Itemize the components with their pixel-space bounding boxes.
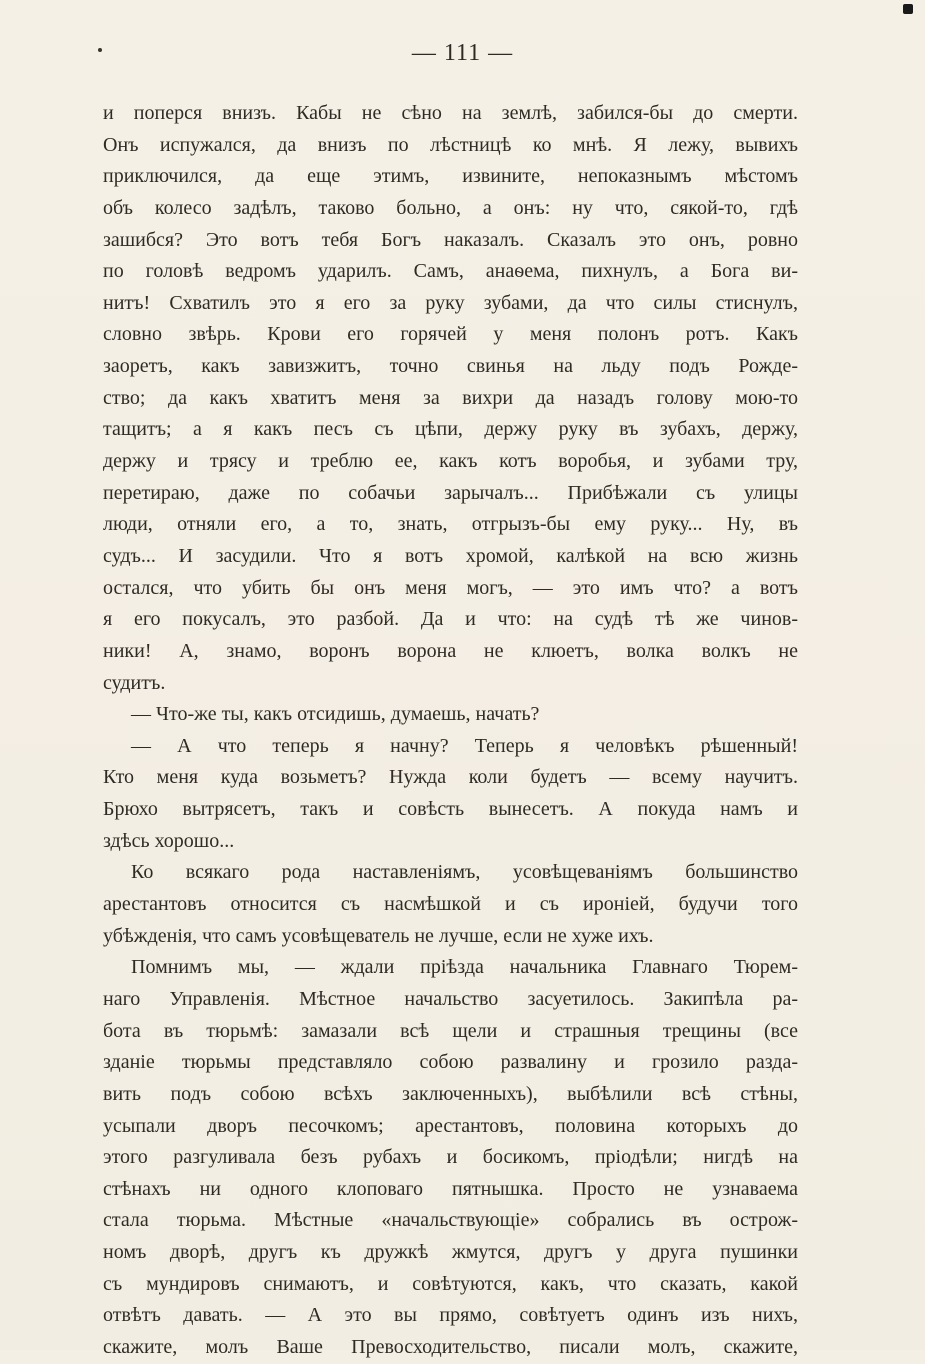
text-line: я его покусалъ, это разбой. Да и что: на судѣ тѣ же чинов-	[103, 608, 798, 631]
text-line: перетираю, даже по собачьи зарычалъ... Прибѣжали съ улицы	[103, 481, 798, 504]
text-line: стѣнахъ ни одного клоповаго пятнышка. Просто не узнаваема	[103, 1177, 798, 1200]
page-number: — 111 —	[411, 40, 514, 66]
text-line: заоретъ, какъ завизжитъ, точно свинья на льду подъ Рожде-	[103, 355, 798, 378]
text-line: остался, что убить бы онъ меня могъ, — это имъ что? а вотъ	[103, 576, 798, 599]
text-line: — Что-же ты, какъ отсидишь, думаешь, начать?	[131, 703, 540, 726]
text-line: люди, отняли его, а то, знать, отгрызъ-бы ему руку... Ну, въ	[103, 513, 798, 536]
text-line: держу и трясу и треблю ее, какъ котъ воробья, и зубами тру,	[103, 450, 798, 473]
text-line: зданіе тюрьмы представляло собою развалину и грозило разда-	[103, 1051, 798, 1074]
text-line: бота въ тюрьмѣ: замазали всѣ щели и страшныя трещины (все	[103, 1019, 798, 1042]
text-line: объ колесо задѣлъ, таково больно, а онъ: ну что, сякой-то, гдѣ	[103, 196, 798, 219]
text-line: словно звѣрь. Крови его горячей у меня полонъ ротъ. Какъ	[103, 323, 798, 346]
text-line: и поперся внизъ. Кабы не сѣно на землѣ, забился-бы до смерти.	[103, 102, 798, 124]
text-line: съ мундировъ снимаютъ, и совѣтуются, какъ, что сказать, какой	[103, 1272, 798, 1295]
text-line: ство; да какъ хватитъ меня за вихри да назадъ голову мою-то	[103, 386, 798, 409]
text-line: этого разгуливала безъ рубахъ и босикомъ, пріодѣли; нигдѣ на	[103, 1146, 798, 1169]
text-line: здѣсь хорошо...	[103, 829, 235, 852]
text-line: наго Управленія. Мѣстное начальство засуетилось. Закипѣла ра-	[103, 987, 798, 1010]
text-line: Ко всякаго рода наставленіямъ, усовѣщеваніямъ большинство	[131, 861, 798, 884]
text-line: убѣжденія, что самъ усовѣщеватель не лучше, если не хуже ихъ.	[103, 924, 654, 947]
text-line: зашибся? Это вотъ тебя Богъ наказалъ. Сказалъ это онъ, ровно	[103, 228, 798, 251]
text-line: Онъ испужался, да внизъ по лѣстницѣ ко мнѣ. Я лежу, вывихъ	[103, 133, 798, 156]
text-line: арестантовъ относится съ насмѣшкой и съ ироніей, будучи того	[103, 893, 798, 916]
text-line: номъ дворѣ, другъ къ дружкѣ жмутся, другъ у друга пушинки	[103, 1241, 798, 1264]
text-line: Кто меня куда возьметъ? Нужда коли будетъ — всему научитъ.	[103, 766, 798, 789]
text-line: судитъ.	[103, 671, 166, 694]
text-line: судъ... И засудили. Что я вотъ хромой, калѣкой на всю жизнь	[103, 544, 798, 567]
text-line: — А что теперь я начну? Теперь я человѣкъ рѣшенный!	[131, 734, 798, 757]
text-line: стала тюрьма. Мѣстные «начальствующіе» собрались въ острож-	[103, 1209, 798, 1232]
text-line: нитъ! Схватилъ это я его за руку зубами, да что силы стиснулъ,	[103, 291, 798, 314]
text-line: отвѣтъ давать. — А это вы прямо, совѣтуетъ одинъ изъ нихъ,	[103, 1304, 798, 1327]
corner-scan-mark	[903, 4, 913, 14]
text-line: усыпали дворъ песочкомъ; арестантовъ, половина которыхъ до	[103, 1114, 798, 1137]
text-line: приключился, да еще этимъ, извините, непоказнымъ мѣстомъ	[103, 165, 798, 188]
text-line: тащитъ; а я какъ песъ съ цѣпи, держу руку въ зубахъ, держу,	[103, 418, 798, 441]
text-line: по головѣ ведромъ ударилъ. Самъ, анаѳема, пихнулъ, а Бога ви-	[103, 260, 798, 283]
text-line: Помнимъ мы, — ждали пріѣзда начальника Главнаго Тюрем-	[131, 956, 798, 979]
text-line: скажите, молъ Ваше Превосходительство, писали молъ, скажите,	[103, 1335, 798, 1358]
body-text	[103, 98, 798, 1364]
text-line: ники! А, знамо, воронъ ворона не клюетъ, волка волкъ не	[103, 639, 798, 662]
text-line: Брюхо вытрясетъ, такъ и совѣсть вынесетъ. А покуда намъ и	[103, 798, 798, 821]
text-line: вить подъ собою всѣхъ заключенныхъ), выбѣлили всѣ стѣны,	[103, 1082, 798, 1105]
